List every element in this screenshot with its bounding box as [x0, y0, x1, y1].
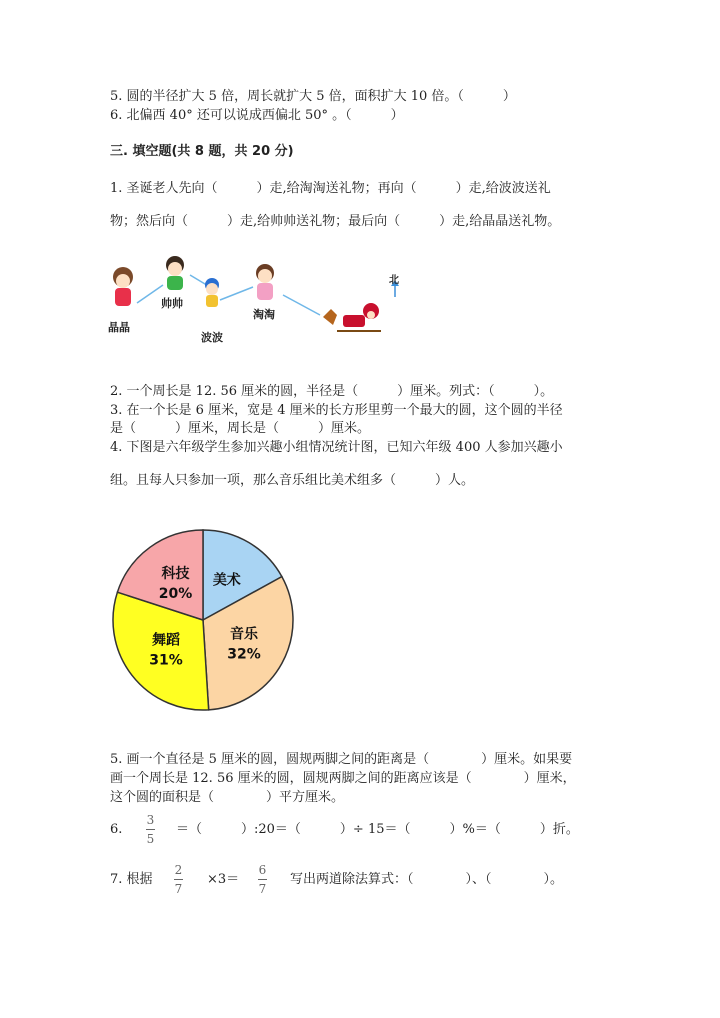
- name-bobo: 波波: [201, 331, 223, 344]
- name-jingjing: 晶晶: [108, 321, 130, 334]
- fraction-denominator: 5: [146, 832, 155, 846]
- fraction-denominator: 7: [258, 882, 267, 896]
- fraction-6-7: [258, 864, 267, 895]
- pie-percent-3: 20%: [158, 586, 193, 603]
- boy-shuaishuai-icon: [166, 256, 184, 290]
- section-3-heading: 三. 填空题(共 8 题，共 20 分): [110, 144, 294, 159]
- fill-question-4-line-2: 组。且每人只参加一项，那么音乐组比美术组多（ ）人。: [110, 473, 475, 488]
- fill-question-4-line-1: 4. 下图是六年级学生参加兴趣小组情况统计图，已知六年级 400 人参加兴趣小: [110, 440, 563, 455]
- fill-question-5-line-3: 这个圆的面积是（ ）平方厘米。: [110, 790, 345, 805]
- fill-question-7-multiply: ×3＝: [207, 872, 240, 887]
- fill-question-7-label: 7. 根据: [110, 872, 153, 887]
- boy-bobo-icon: [205, 278, 219, 307]
- girl-taotao-icon: [256, 264, 274, 300]
- pie-svg: [108, 528, 298, 713]
- fraction-3-5: [146, 814, 155, 845]
- fill-question-6-equation: ＝（ ）:20＝（ ）÷ 15＝（ ）%＝（ ）折。: [176, 822, 579, 837]
- fraction-bar: [174, 879, 183, 880]
- girl-jingjing-icon: [113, 267, 133, 306]
- pie-percent-1: 32%: [227, 646, 261, 663]
- fill-question-1-line-2: 物；然后向（ ）走,给帅帅送礼物；最后向（ ）走,给晶晶送礼物。: [110, 214, 561, 229]
- name-shuaishuai: 帅帅: [161, 297, 183, 310]
- north-label: 北: [389, 275, 399, 286]
- fill-question-5-line-2: 画一个周长是 12. 56 厘米的圆，圆规两脚之间的距离应该是（ ）厘米，: [110, 771, 576, 786]
- pie-label-1: 音乐: [230, 626, 259, 643]
- pie-label-0: 美术: [212, 572, 241, 589]
- route-lines: [105, 255, 405, 355]
- fill-question-3-line-1: 3. 在一个长是 6 厘米，宽是 4 厘米的长方形里剪一个最大的圆，这个圆的半径: [110, 403, 563, 418]
- fill-question-6-label: 6.: [110, 822, 123, 837]
- pie-percent-2: 31%: [149, 652, 183, 669]
- santa-route-illustration: [105, 255, 405, 355]
- fill-question-3-line-2: 是（ ）厘米，周长是（ ）厘米。: [110, 421, 371, 436]
- interest-group-pie-chart: [108, 528, 298, 713]
- fill-question-5-line-1: 5. 画一个直径是 5 厘米的圆，圆规两脚之间的距离是（ ）厘米。如果要: [110, 752, 573, 767]
- fraction-bar: [258, 879, 267, 880]
- judge-question-6: 6. 北偏西 40° 还可以说成西偏北 50° 。（ ）: [110, 108, 404, 123]
- santa-sleigh-icon: [323, 303, 381, 331]
- fill-question-2: 2. 一个周长是 12. 56 厘米的圆，半径是（ ）厘米。列式：（ ）。: [110, 384, 554, 399]
- fraction-denominator: 7: [174, 882, 183, 896]
- fraction-2-7: [174, 864, 183, 895]
- fill-question-1-line-1: 1. 圣诞老人先向（ ）走,给淘淘送礼物；再向（ ）走,给波波送礼: [110, 181, 551, 196]
- fraction-numerator: 2: [174, 863, 183, 877]
- pie-label-3: 科技: [161, 566, 190, 583]
- fraction-numerator: 6: [258, 863, 267, 877]
- name-taotao: 淘淘: [253, 308, 275, 321]
- judge-question-5: 5. 圆的半径扩大 5 倍，周长就扩大 5 倍，面积扩大 10 倍。（ ）: [110, 89, 516, 104]
- fraction-numerator: 3: [146, 813, 155, 827]
- fraction-bar: [146, 829, 155, 830]
- pie-label-2: 舞蹈: [152, 632, 181, 649]
- fill-question-7-rest: 写出两道除法算式：（ ）、（ ）。: [290, 872, 564, 887]
